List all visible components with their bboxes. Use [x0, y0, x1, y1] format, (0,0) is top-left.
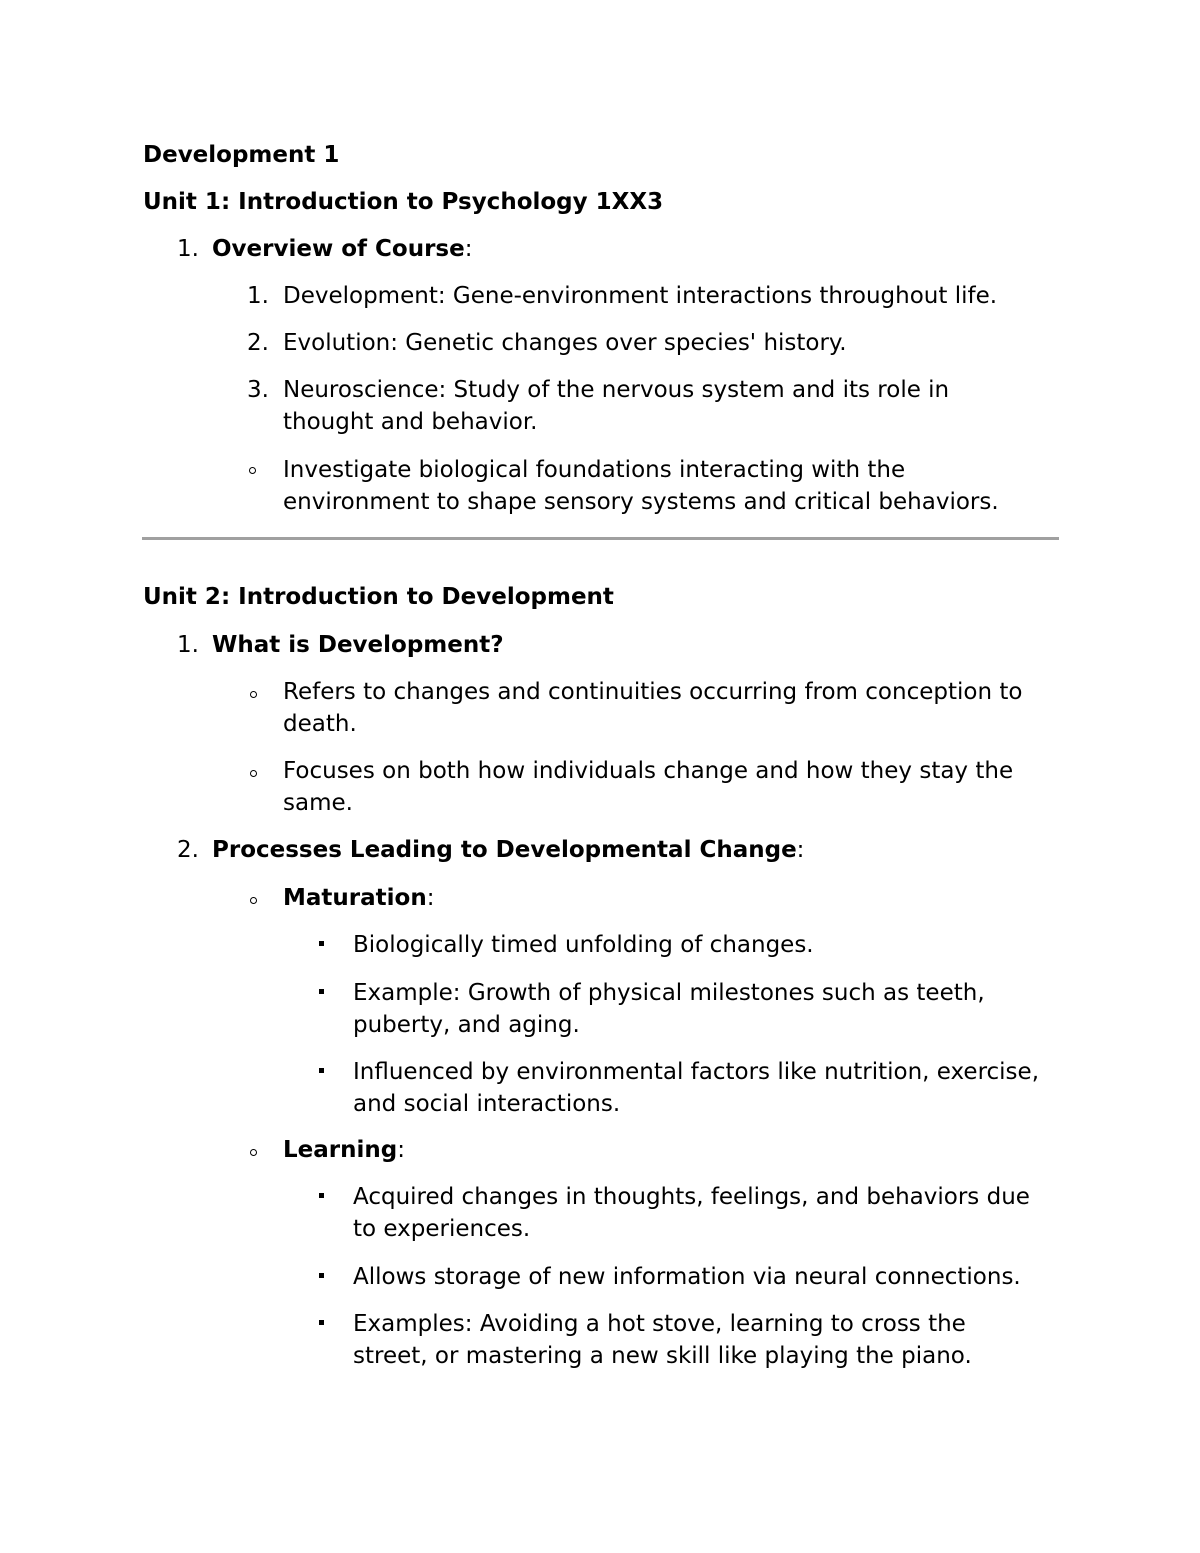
list-item-focuses-line-2: same. [283, 790, 353, 816]
item-colon: : [426, 885, 435, 911]
list-item-processes [212, 834, 804, 866]
item-label: Overview of Course [212, 236, 465, 262]
item-label: Learning [283, 1137, 398, 1163]
list-number: 1. [247, 283, 269, 309]
list-number: 2. [247, 330, 269, 356]
list-item-allows: Allows storage of new information via neural connections. [353, 1264, 1021, 1290]
list-item-neuroscience-line-2: thought and behavior. [283, 409, 538, 435]
list-number: 3. [247, 377, 269, 403]
list-number: 1. [177, 632, 199, 658]
item-label: Maturation [283, 885, 427, 911]
list-item-acquired-line-1: Acquired changes in thoughts, feelings, and behaviors due [353, 1184, 1030, 1210]
unit-1-heading: Unit 1: Introduction to Psychology 1XX3 [143, 189, 664, 215]
item-colon: : [397, 1137, 405, 1163]
list-item-examples-line-1: Examples: Avoiding a hot stove, learning to cross the [353, 1311, 966, 1337]
list-item-influenced-line-1: Influenced by environmental factors like nutrition, exercise, [353, 1059, 1040, 1085]
item-colon: : [464, 236, 473, 262]
list-item-refers-line-1: Refers to changes and continuities occurring from conception to [283, 679, 1023, 705]
list-item-acquired-line-2: to experiences. [353, 1216, 531, 1242]
square-bullet-icon [319, 1193, 324, 1198]
item-colon: : [796, 837, 805, 863]
list-item-investigate-line-1: Investigate biological foundations interacting with the [283, 457, 906, 483]
list-item-neuroscience-line-1: Neuroscience: Study of the nervous system and its role in [283, 377, 950, 403]
list-number: 2. [177, 837, 199, 863]
circle-bullet-icon [250, 897, 257, 904]
unit-2-heading: Unit 2: Introduction to Development [143, 584, 614, 610]
list-item-what-is-development: What is Development? [212, 632, 504, 658]
list-item-example-line-1: Example: Growth of physical milestones such as teeth, [353, 980, 985, 1006]
square-bullet-icon [319, 1320, 324, 1325]
list-item-learning [283, 1134, 405, 1166]
circle-bullet-icon [249, 467, 256, 474]
list-number: 1. [177, 236, 199, 262]
list-item-evolution: Evolution: Genetic changes over species' history. [283, 330, 847, 356]
square-bullet-icon [319, 989, 324, 994]
item-label: Processes Leading to Developmental Change [212, 837, 797, 863]
list-item-overview [212, 233, 472, 265]
circle-bullet-icon [250, 1149, 257, 1156]
list-item-biologically: Biologically timed unfolding of changes. [353, 932, 814, 958]
list-item-development: Development: Gene-environment interactions throughout life. [283, 283, 998, 309]
list-item-example-line-2: puberty, and aging. [353, 1012, 580, 1038]
list-item-influenced-line-2: and social interactions. [353, 1091, 621, 1117]
list-item-refers-line-2: death. [283, 711, 357, 737]
list-item-investigate-line-2: environment to shape sensory systems and critical behaviors. [283, 489, 999, 515]
square-bullet-icon [319, 1068, 324, 1073]
square-bullet-icon [319, 941, 324, 946]
square-bullet-icon [319, 1273, 324, 1278]
circle-bullet-icon [250, 691, 257, 698]
list-item-maturation [283, 882, 434, 914]
page-title: Development 1 [143, 142, 340, 168]
list-item-focuses-line-1: Focuses on both how individuals change and how they stay the [283, 758, 1014, 784]
list-item-examples-line-2: street, or mastering a new skill like playing the piano. [353, 1343, 972, 1369]
horizontal-divider [142, 537, 1059, 540]
circle-bullet-icon [250, 770, 257, 777]
